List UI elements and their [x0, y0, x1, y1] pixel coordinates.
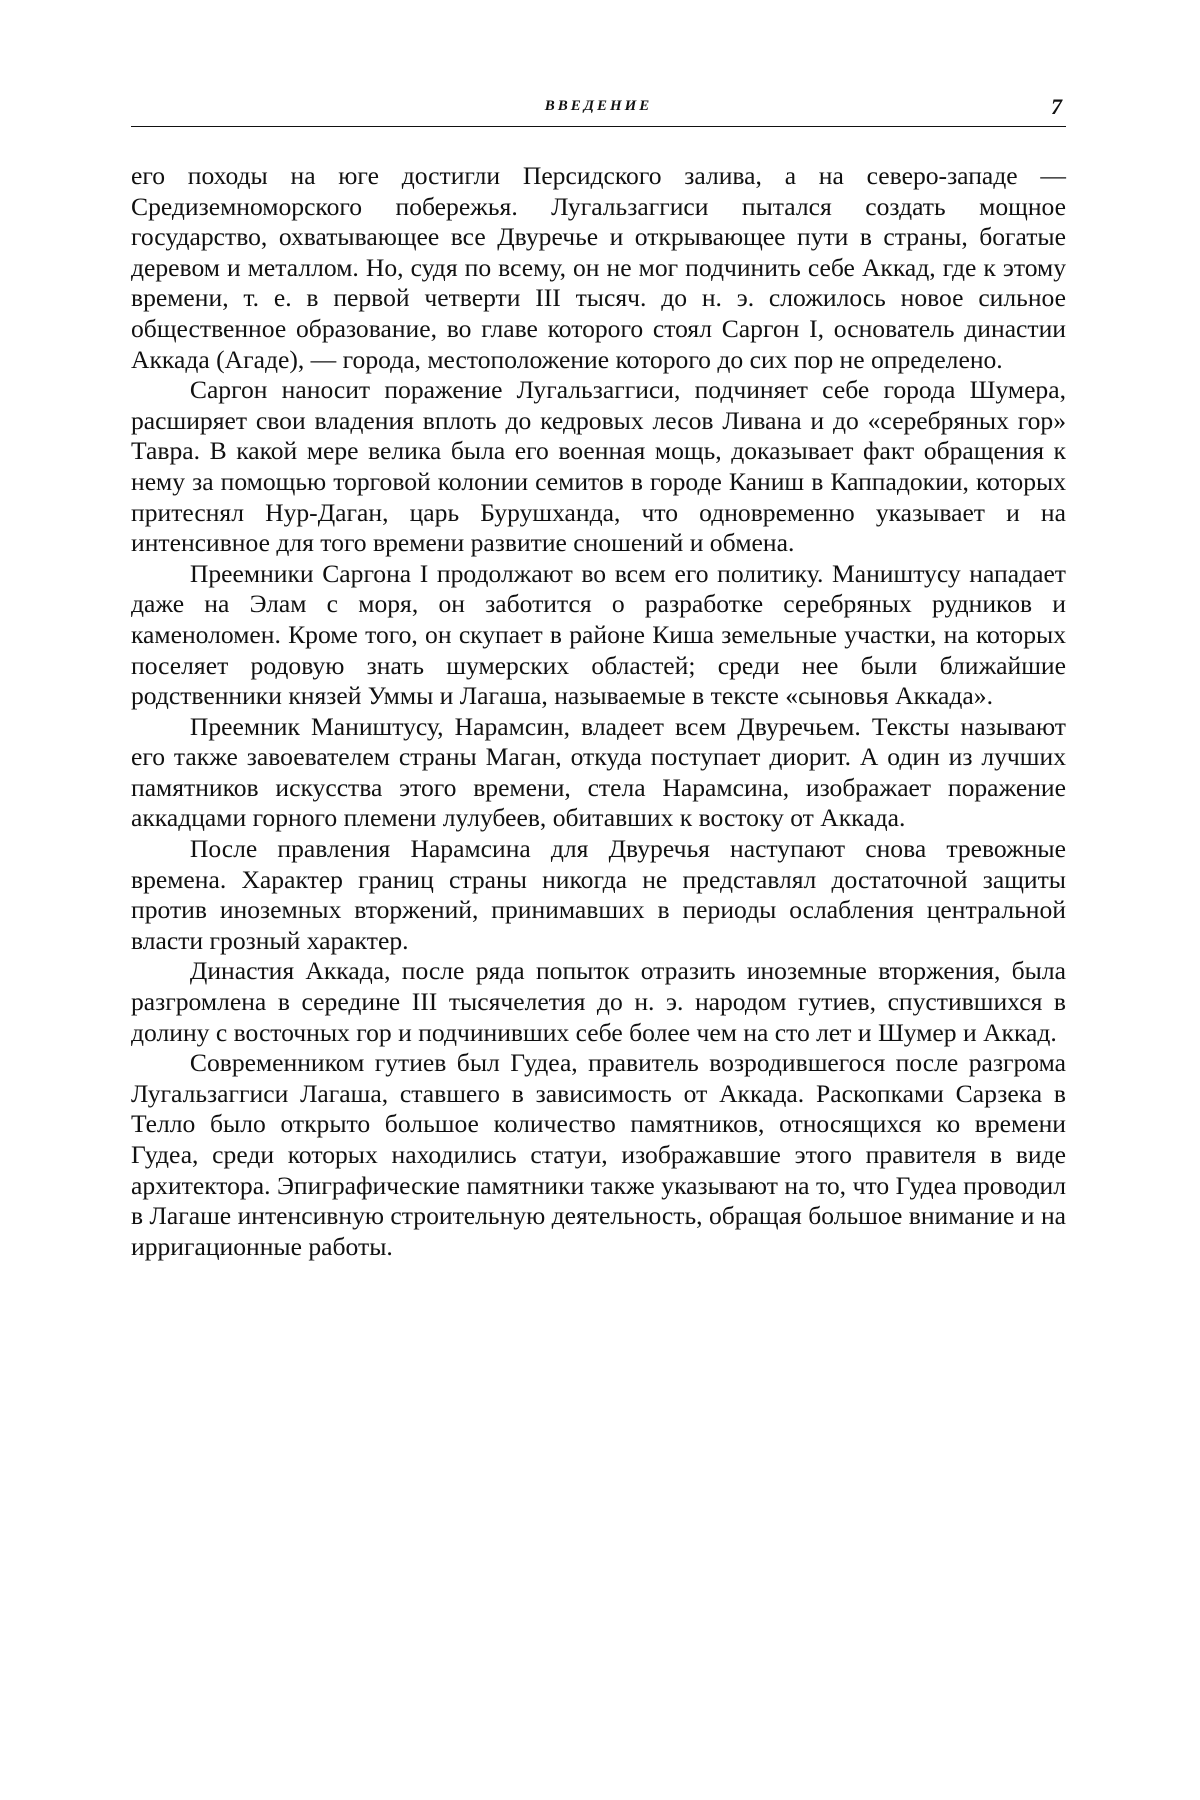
paragraph: Преемник Маништусу, Нарамсин, владеет всем Двуречьем. Тексты называют его также завоевателем страны Маган, откуда поступает диорит. А один из лучших памятников искусства этого времени, стела Нарамсина, изображает поражение аккадцами горного племени лулубеев, обитавших к востоку от Аккада. [131, 711, 1066, 833]
paragraph: Саргон наносит поражение Лугальзаггиси, подчиняет себе города Шумера, расширяет свои владения вплоть до кедровых лесов Ливана и до «серебряных гор» Тавра. В какой мере велика была его военная мощь, доказывает факт обращения к нему за помощью торговой колонии семитов в городе Каниш в Каппадокии, которых притеснял Нур-Даган, царь Бурушханда, что одновременно указывает и на интенсивное для того времени развитие сношений и обмена. [131, 375, 1066, 558]
paragraph: Династия Аккада, после ряда попыток отразить иноземные вторжения, была разгромлена в середине III тысячелетия до н. э. народом гутиев, спустившихся в долину с восточных гор и подчинивших себе более чем на сто лет и Шумер и Аккад. [131, 956, 1066, 1047]
running-header [131, 92, 1066, 127]
paragraph: После правления Нарамсина для Двуречья наступают снова тревожные времена. Характер границ страны никогда не представлял достаточной защиты против иноземных вторжений, принимавших в периоды ослабления центральной власти грозный характер. [131, 834, 1066, 955]
book-page [131, 92, 1066, 1262]
body-text [131, 161, 1066, 1262]
paragraph: его походы на юге достигли Персидского залива, а на северо-западе — Средиземноморского побережья. Лугальзаггиси пытался создать мощное государство, охватывающее все Двуречье и открывающее пути в страны, богатые деревом и металлом. Но, судя по всему, он не мог подчинить себе Аккад, где к этому времени, т. е. в первой четверти III тысяч. до н. э. сложилось новое сильное общественное образование, во главе которого стоял Саргон I, основатель династии Аккада (Агаде), — города, местоположение которого до сих пор не определено. [131, 161, 1066, 374]
paragraph: Преемники Саргона I продолжают во всем его политику. Маништусу нападает даже на Элам с моря, он заботится о разработке серебряных рудников и каменоломен. Кроме того, он скупает в районе Киша земельные участки, на которых поселяет родовую знать шумерских областей; среди нее были ближайшие родственники князей Уммы и Лагаша, называемые в тексте «сыновья Аккада». [131, 558, 1066, 711]
running-title: ВВЕДЕНИЕ [544, 98, 653, 114]
paragraph: Современником гутиев был Гудеа, правитель возродившегося после разгрома Лугальзаггиси Лагаша, ставшего в зависимость от Аккада. Раскопками Сарзека в Телло было открыто большое количество памятников, относящихся ко времени Гудеа, среди которых находились статуи, изображавшие этого правителя в виде архитектора. Эпиграфические памятники также указывают на то, что Гудеа проводил в Лагаше интенсивную строительную деятельность, обращая большое внимание и на ирригационные работы. [131, 1048, 1066, 1261]
page-number: 7 [1051, 94, 1062, 119]
